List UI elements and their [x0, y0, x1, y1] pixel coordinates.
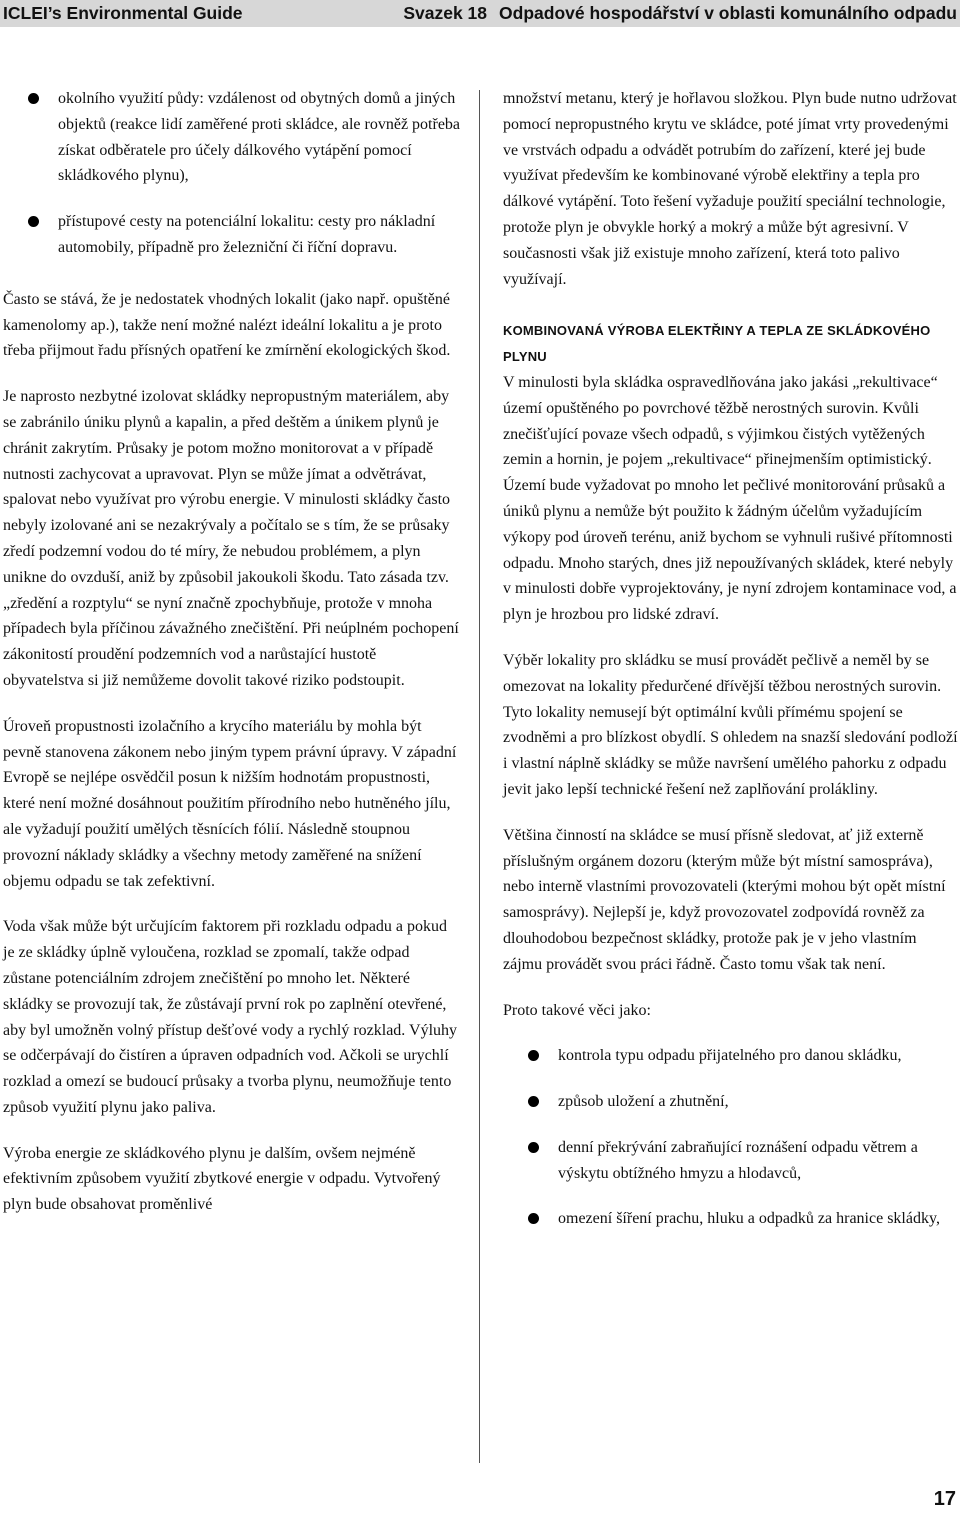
paragraph: V minulosti byla skládka ospravedlňována jako jakási „rekultivace“ území opuštěného po povrchové těžbě nerostných surovin. Kvůli znečišťující povaze všech odpadů, s výjimkou čistých vytěžených zemin a hornin, je pojem „rekultivace“ přinejmenším optimistický. Území bude vyžadovat po mnoho let pečlivé monitorování průsaků a úniků plynu a nemůže být použito k žádným účelům vyžadujícím výkopy pod úroveň terénu, aniž bychom se vyhnuli rušivé přítomnosti odpadu. Mnoho starých, dnes již nepoužívaných skládek, které nebyly v minulosti dobře vyprojektovány, je nyní zdrojem kontaminace vod, a plyn je hrozbou pro lidské zdraví. [503, 373, 957, 624]
paragraph: Proto takové věci jako: [503, 1001, 651, 1019]
list-item-text: denní překrývání zabraňující roznášení odpadu větrem a výskytu obtížného hmyzu a hlodavců, [558, 1138, 918, 1182]
paragraph: Je naprosto nezbytné izolovat skládky nepropustným materiálem, aby se zabránilo úniku plynů a kapalin, a před deštěm a únikem plynů je chránit zakrytím. Průsaky je potom možno monitorovat a v případě nutnosti zachycovat a upravovat. Plyn se může jímat a odvětrávat, spalovat nebo využívat pro výrobu energie. V minulosti skládky často nebyly izolované ani se nezakrývaly a počítalo se s tím, že se průsaky zředí podzemní vodou do té míry, že nebudou problémem, a plyn unikne do ovzduší, aniž by způsobil jakoukoli škodu. Tato zásada tzv. „zředění a rozptylu“ se nyní značně zpochybňuje, protože v mnoha případech byla příčinou závažného znečištění. Při neúplném pochopení zákonitostí proudění podzemních vod a narůstající hustotě obyvatelstva si již nemůžeme dovolit takové riziko podstoupit. [3, 388, 459, 689]
list-item [503, 1089, 958, 1115]
bullet-icon [528, 1213, 539, 1224]
bullet-icon [528, 1096, 539, 1107]
bullet-icon [528, 1142, 539, 1153]
paragraph: Voda však může být určujícím faktorem při rozkladu odpadu a pokud je ze skládky úplně vyloučena, rozklad se zpomalí, takže odpad zůstane potenciálním zdrojem znečištění po mnoho let. Některé skládky se provozují tak, že zůstávají první rok po zaplnění otevřené, aby byl umožněn volný přístup dešťové vody a rychlý rozklad. Výluhy se odčerpávají do čistíren a úpraven odpadních vod. Ačkoli se urychlí rozklad a omezí se budoucí průsaky a tvorba plynu, neumožňuje tento způsob využití plynu jako paliva. [3, 918, 458, 1116]
paragraph: množství metanu, který je hořlavou složkou. Plyn bude nutno udržovat pomocí nepropustného krytu ve skládce, poté jímat vrty provedenými ve vrstvách odpadu a odvádět potrubím do zařízení, které jej bude využívat především ke kombinované výrobě elektřiny a tepla pro dálkové vytápění. Toto řešení vyžaduje použití speciální technologie, protože plyn je obvykle horký a mokrý a může být agresivní. V současnosti však již existuje mnoho zařízení, která toto palivo využívají. [503, 90, 957, 288]
volume-label: Svazek 18 [403, 3, 488, 23]
column-divider [479, 90, 480, 1463]
paragraph: Výroba energie ze skládkového plynu je dalším, ovšem nejméně efektivním způsobem využití zbytkové energie v odpadu. Vytvořený plyn bude obsahovat proměnlivé [3, 1144, 441, 1214]
bullet-list [503, 1043, 958, 1232]
list-item-text: způsob uložení a zhutnění, [558, 1093, 729, 1111]
list-item [3, 209, 461, 261]
paragraph: Úroveň propustnosti izolačního a krycího materiálu by mohla být pevně stanovena zákonem nebo jiným typem právní úpravy. V západní Evropě se nejlépe osvědčil posun k nižším hodnotám propustnosti, které není možné dosáhnout použitím přírodního nebo hutněného jílu, ale vyžadují použití umělých těsnících fólií. Následně stoupnou provozní náklady skládky a všechny metody zaměřené na snížení objemu odpadu se tak zefektivní. [3, 717, 457, 890]
bullet-icon [528, 1050, 539, 1061]
right-column [503, 86, 958, 1232]
header-right [403, 0, 957, 27]
list-item [503, 1206, 958, 1232]
list-item [503, 1135, 958, 1187]
list-item-text: přístupové cesty na potenciální lokalitu: cesty pro nákladní automobily, případně pro železniční či říční dopravu. [58, 213, 436, 256]
list-item-text: kontrola typu odpadu přijatelného pro danou skládku, [558, 1047, 902, 1065]
bullet-icon [28, 93, 39, 104]
volume-title: Odpadové hospodářství v oblasti komunálního odpadu [499, 3, 957, 23]
paragraph: Většina činností na skládce se musí přísně sledovat, ať již externě příslušným orgánem dozoru (kterým může být místní samospráva), nebo interně vlastními provozovateli (kterými mohou být opět místní samosprávy). Nejlepší je, když provozovatel zodpovídá rovněž za dlouhodobou bezpečnost skládky, protože pak je v jeho vlastním zájmu provádět svou práci řádně. Často tomu však tak není. [503, 826, 946, 973]
list-item-text: omezení šíření prachu, hluku a odpadků za hranice skládky, [558, 1210, 940, 1228]
page-header [0, 0, 960, 27]
section-heading: KOMBINOVANÁ VÝROBA ELEKTŘINY A TEPLA ZE SKLÁDKOVÉHO PLYNU [503, 323, 931, 365]
left-column [3, 86, 461, 1218]
guide-title: ICLEI’s Environmental Guide [3, 3, 243, 23]
paragraph: Často se stává, že je nedostatek vhodných lokalit (jako např. opuštěné kamenolomy ap.), takže není možné nalézt ideální lokalitu a je proto třeba přijmout řadu přísných opatření ke zmírnění ekologických škod. [3, 290, 451, 360]
bullet-list [3, 86, 461, 261]
list-item [503, 1043, 958, 1069]
page-number: 17 [933, 1488, 956, 1510]
list-item-text: okolního využití půdy: vzdálenost od obytných domů a jiných objektů (reakce lidí zaměřené proti skládce, ale rovněž potřeba získat odběratele pro účely dálkového vytápění pomocí skládkového plynu), [58, 90, 461, 185]
paragraph: Výběr lokality pro skládku se musí provádět pečlivě a neměl by se omezovat na lokality předurčené dřívější těžbou nerostných surovin. [503, 651, 942, 695]
bullet-icon [28, 216, 39, 227]
paragraph: Tyto lokality nemusejí být optimální kvůli přímému spojení se zvodněmi a pro blízkost obydlí. S ohledem na snazší sledování podloží i vlastní náplně skládky se může navršení umělého pahorku z odpadu jevit jako lepší technické řešení než zaplňování prolákliny. [503, 703, 958, 798]
list-item [3, 86, 461, 189]
